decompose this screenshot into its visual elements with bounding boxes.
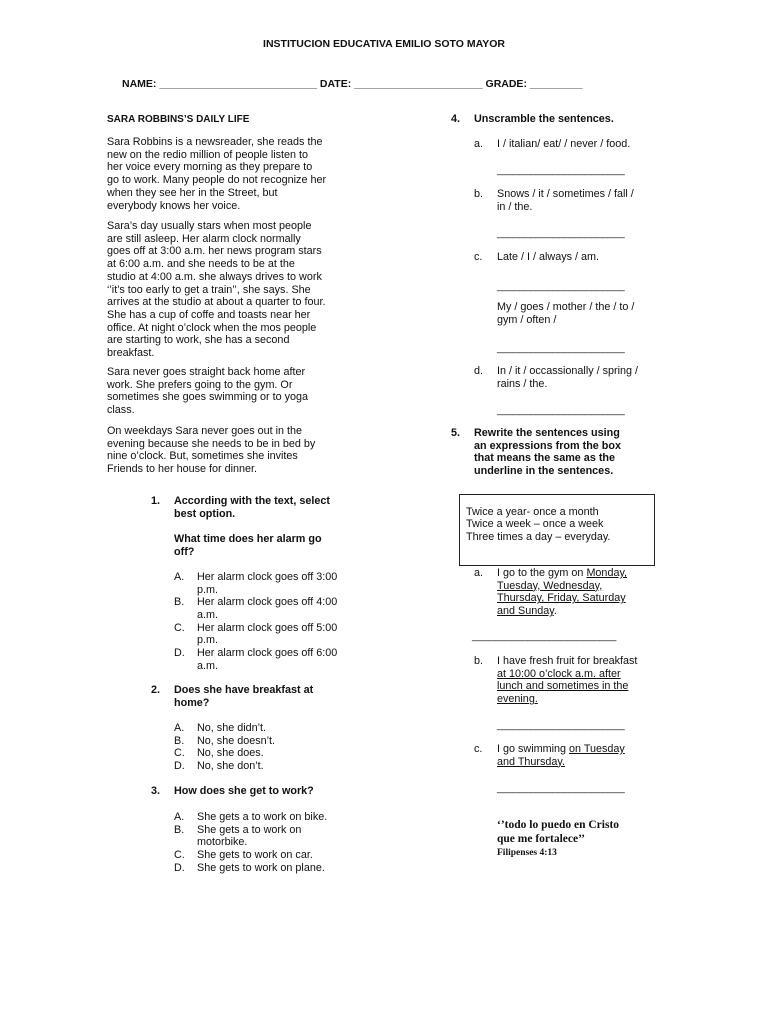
question-1-instruction-line-2: best option. — [174, 508, 236, 520]
question-3-number: 3. — [151, 785, 161, 797]
q5-answer-line-a[interactable]: __________________________ — [472, 630, 617, 642]
q5-answer-line-b[interactable]: _______________________ — [497, 719, 625, 731]
question-4-instruction: Unscramble the sentences. — [474, 113, 614, 125]
question-4-number: 4. — [451, 113, 461, 125]
question-5-number: 5. — [451, 427, 461, 439]
quote-line-2: que me fortalece’’ — [497, 833, 585, 845]
passage-paragraph-2-line: studio at 4:00 a.m. she always drives to work — [107, 270, 322, 283]
q2-option-text: No, she does. — [197, 747, 264, 760]
passage-paragraph-2-line: arrives at the studio at about a quarter to four. — [107, 296, 326, 309]
q3-option-text: She gets to work on car. — [197, 849, 313, 862]
q3-option-text: She gets a to work on — [197, 823, 302, 836]
q3-option-letter: A. — [174, 811, 185, 823]
q2-option-text: No, she don’t. — [197, 760, 264, 773]
passage-paragraph-4-line: evening because she needs to be in bed by — [107, 437, 316, 450]
q1-option-text: Her alarm clock goes off 4:00 — [197, 596, 338, 609]
expressions-box-line-2: Twice a week – once a week — [466, 518, 604, 531]
quote-line-1: ‘’todo lo puedo en Cristo — [497, 819, 620, 831]
school-title: INSTITUCION EDUCATIVA EMILIO SOTO MAYOR — [263, 38, 505, 50]
q3-option-text: She gets to work on plane. — [197, 861, 325, 874]
passage-paragraph-2-line: are starting to work, she has a second — [107, 334, 290, 347]
q2-option-letter: A. — [174, 722, 185, 734]
q4-item-text: Snows / it / sometimes / fall / — [497, 188, 634, 200]
question-2-prompt-line-1: Does she have breakfast at — [174, 684, 314, 696]
q5-item-c-underlined: on Tuesday — [569, 743, 625, 755]
q4-answer-line[interactable]: _______________________ — [497, 227, 625, 239]
q1-option-text: a.m. — [197, 659, 218, 672]
expressions-box — [459, 494, 655, 566]
passage-paragraph-1-line: everybody knows her voice. — [107, 199, 241, 212]
passage-paragraph-2-line: ‘’it’s too early to get a train’’, she says. She — [107, 283, 311, 296]
student-info-line: NAME: ___________________________ DATE: ______________________ GRADE: _________ — [122, 78, 583, 90]
q5-item-a-underlined-line-3: Thursday, Friday, Saturday — [497, 592, 626, 605]
q1-option-letter: B. — [174, 596, 185, 609]
passage-paragraph-1-line: her voice every morning as they prepare to — [107, 161, 313, 174]
question-2-number: 2. — [151, 684, 161, 696]
q5-item-a-underlined-line-2: Tuesday, Wednesday, — [497, 579, 603, 592]
q1-option-text: p.m. — [197, 583, 218, 596]
q5-item-a-letter: a. — [474, 567, 484, 579]
q4-item-text: Late / I / always / am. — [497, 251, 600, 263]
q4-answer-line[interactable]: _______________________ — [497, 342, 625, 354]
passage-paragraph-3-line: sometimes she goes swimming or to yoga — [107, 391, 309, 404]
passage-paragraph-2-line: breakfast. — [107, 347, 155, 359]
q1-option-letter: C. — [174, 621, 185, 634]
q5-item-c-underlined-line-2: and Thursday. — [497, 755, 566, 768]
question-1-number: 1. — [151, 495, 161, 507]
passage-title: SARA ROBBINS’S DAILY LIFE — [107, 114, 250, 125]
q2-option-text: No, she doesn’t. — [197, 734, 276, 747]
expressions-box-line-1: Twice a year- once a month — [466, 506, 599, 518]
q5-item-b-text: I have fresh fruit for breakfast — [497, 655, 638, 667]
q4-item-text: in / the. — [497, 200, 533, 213]
q5-item-a-end: . — [553, 605, 557, 618]
quote-reference: Filipenses 4:13 — [497, 848, 557, 858]
passage-paragraph-1-line: new on the redio million of people listen to — [107, 148, 309, 161]
passage-paragraph-1-line: Sara Robbins is a newsreader, she reads the — [107, 136, 323, 148]
q4-item-letter: c. — [474, 251, 483, 263]
passage-paragraph-2-line: Sara’s day usually stars when most people — [107, 220, 312, 232]
q2-option-text: No, she didn’t. — [197, 722, 267, 734]
question-5-instruction-line-2: an expressions from the box — [474, 439, 621, 452]
q5-item-a-underlined-line-4: and Sunday — [497, 605, 554, 618]
q4-item-text: gym / often / — [497, 313, 557, 326]
passage-paragraph-3-line: class. — [107, 404, 135, 417]
q1-option-text: Her alarm clock goes off 5:00 — [197, 621, 338, 634]
q1-option-text: p.m. — [197, 634, 218, 647]
q1-option-text: Her alarm clock goes off 3:00 — [197, 571, 338, 583]
q4-item-letter: a. — [474, 138, 484, 150]
question-2-prompt-line-2: home? — [174, 697, 210, 709]
q5-item-b-underlined-line-1: at 10:00 o’clock a.m. after — [497, 667, 621, 680]
passage-paragraph-3-line: work. She prefers going to the gym. Or — [107, 378, 293, 391]
q4-item-letter: b. — [474, 188, 484, 200]
q3-option-letter: D. — [174, 861, 185, 874]
q5-item-b-underlined-line-2: lunch and sometimes in the — [497, 680, 629, 693]
question-5-instruction-line-1: Rewrite the sentences using — [474, 427, 620, 439]
q4-item-text: rains / the. — [497, 377, 548, 390]
passage-paragraph-4-line: Friends to her house for dinner. — [107, 463, 258, 476]
passage-paragraph-4-line: On weekdays Sara never goes out in the — [107, 425, 303, 437]
passage-paragraph-2-line: are still asleep. Her alarm clock normally — [107, 232, 301, 245]
question-1-prompt-line-1: What time does her alarm go — [174, 533, 322, 545]
passage-paragraph-1-line: when they see her in the Street, but — [107, 186, 278, 199]
question-5-instruction-line-4: underline in the sentences. — [474, 464, 614, 477]
q5-answer-line-c[interactable]: _______________________ — [497, 782, 625, 794]
q5-item-c-text: I go swimming — [497, 743, 569, 755]
q4-item-text: I / italian/ eat/ / never / food. — [497, 138, 631, 150]
q1-option-text: a.m. — [197, 609, 218, 622]
passage-paragraph-4-line: nine o’clock. But, sometimes she invites — [107, 450, 298, 463]
q3-option-text: motorbike. — [197, 836, 248, 849]
q3-option-letter: B. — [174, 823, 185, 836]
q5-item-c-letter: c. — [474, 743, 483, 755]
passage-paragraph-1-line: go to work. Many people do not recognize her — [107, 174, 327, 187]
passage-paragraph-2-line: goes off at 3:00 a.m. her news program stars — [107, 245, 322, 258]
q1-option-letter: A. — [174, 571, 185, 583]
q4-answer-line[interactable]: _______________________ — [497, 164, 625, 176]
q2-option-letter: D. — [174, 760, 185, 773]
q3-option-letter: C. — [174, 849, 185, 862]
passage-paragraph-3-line: Sara never goes straight back home after — [107, 366, 306, 378]
expressions-box-line-3: Three times a day – everyday. — [466, 530, 611, 543]
q5-item-a-text: I go to the gym on — [497, 567, 587, 579]
q3-option-text: She gets a to work on bike. — [197, 811, 328, 823]
q4-answer-line[interactable]: _______________________ — [497, 280, 625, 292]
q2-option-letter: C. — [174, 747, 185, 760]
q1-option-letter: D. — [174, 647, 185, 660]
passage-paragraph-2-line: at 6:00 a.m. and she needs to be at the — [107, 258, 295, 271]
q2-option-letter: B. — [174, 734, 185, 747]
q5-item-a-underlined: Monday, — [586, 567, 628, 579]
q4-item-text: My / goes / mother / the / to / — [497, 301, 635, 313]
question-3-prompt: How does she get to work? — [174, 785, 314, 797]
question-5-instruction-line-3: that means the same as the — [474, 452, 616, 464]
q5-item-b-underlined-line-3: evening. — [497, 693, 538, 706]
q4-answer-line[interactable]: _______________________ — [497, 404, 625, 416]
question-1-instruction-line-1: According with the text, select — [174, 495, 330, 507]
q5-item-b-letter: b. — [474, 655, 484, 667]
question-1-prompt-line-2: off? — [174, 546, 195, 558]
passage-paragraph-2-line: office. At night o’clock when the mos people — [107, 321, 317, 334]
q4-item-letter: d. — [474, 365, 484, 377]
q1-option-text: Her alarm clock goes off 6:00 — [197, 647, 338, 660]
passage-paragraph-2-line: She has a cup of coffe and toasts near her — [107, 308, 311, 321]
q4-item-text: In / it / occassionally / spring / — [497, 365, 639, 377]
